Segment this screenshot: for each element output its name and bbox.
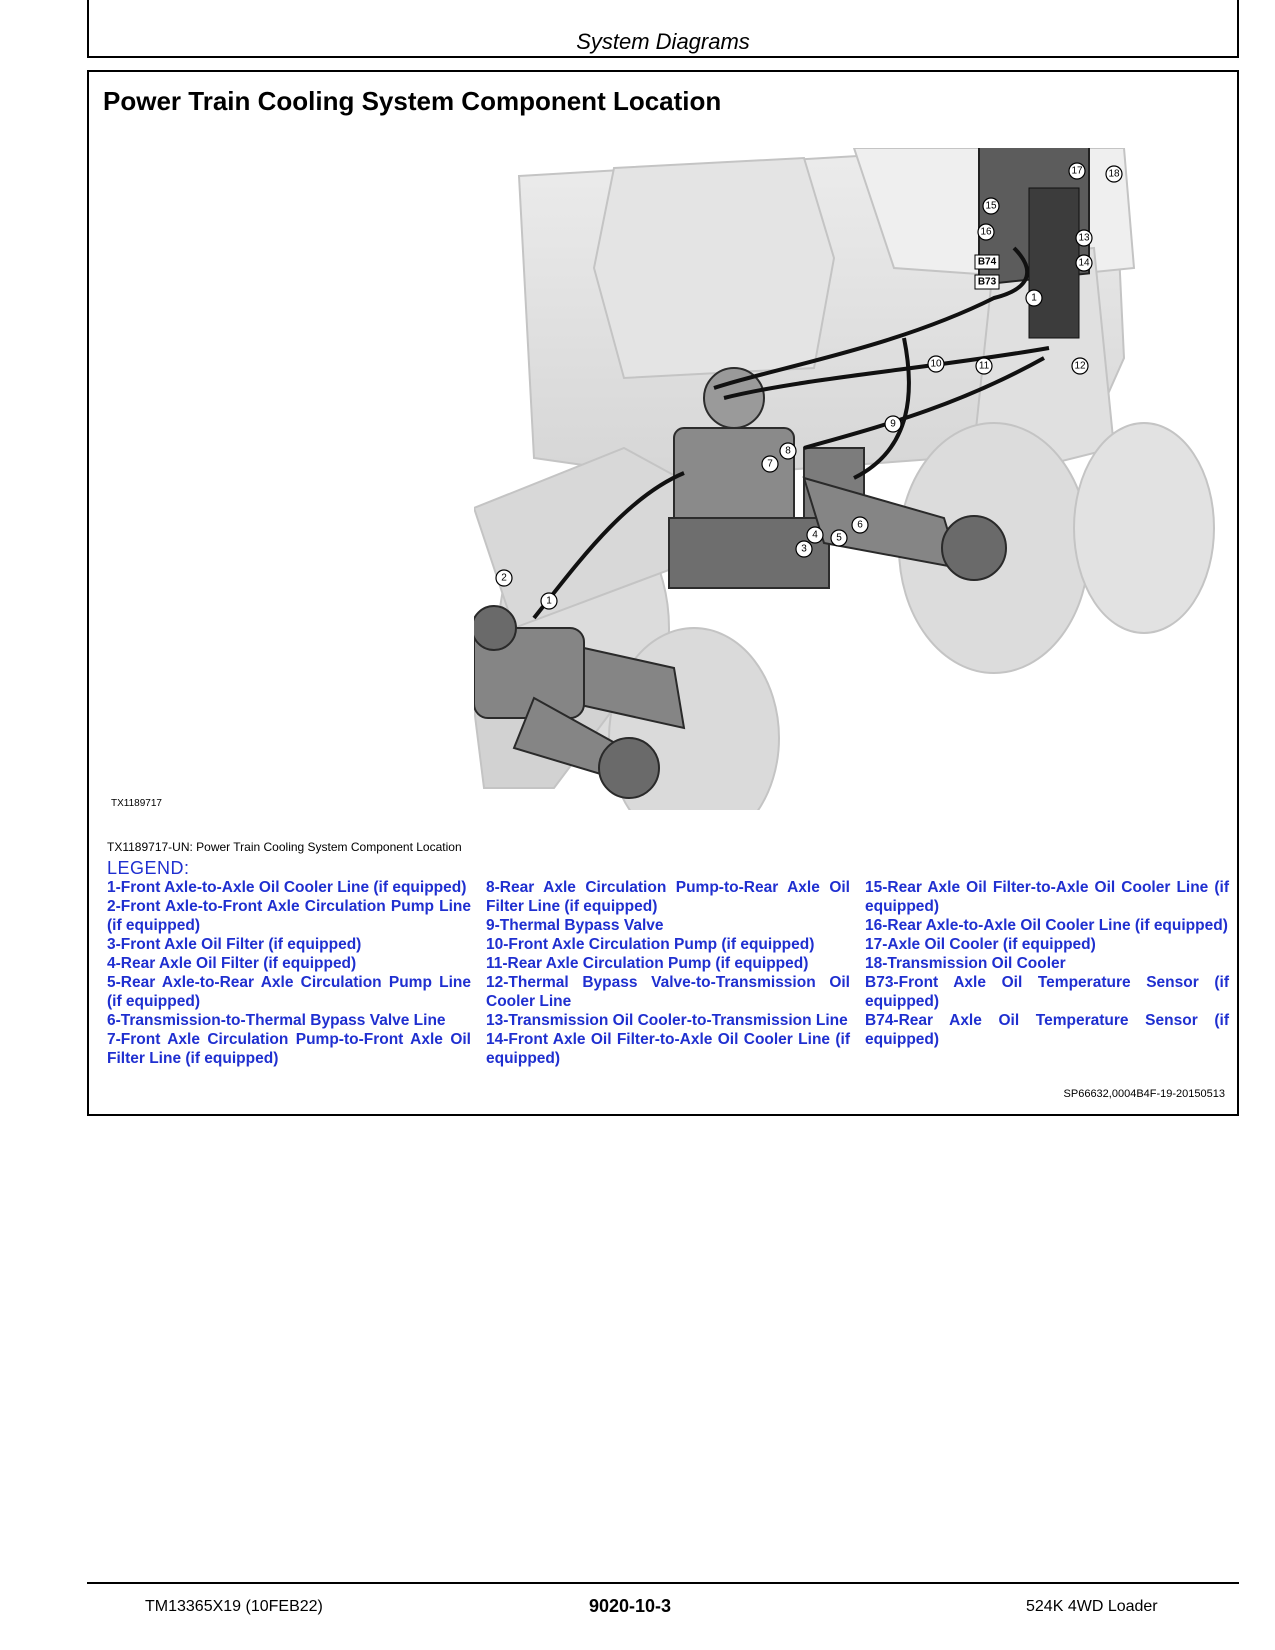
svg-text:10: 10 [930, 358, 942, 370]
svg-text:1: 1 [1031, 292, 1037, 304]
callout-1-upper [1026, 290, 1042, 306]
callout-16 [978, 224, 994, 240]
figure-caption: TX1189717-UN: Power Train Cooling System Component Location [107, 840, 462, 854]
callout-2 [496, 570, 512, 586]
legend-item-2: 2-Front Axle-to-Front Axle Circulation Pump Line (if equipped) [107, 898, 471, 934]
legend-item-14: 14-Front Axle Oil Filter-to-Axle Oil Cooler Line (if equipped) [486, 1031, 850, 1067]
footer-manual-id: TM13365X19 (10FEB22) [145, 1598, 323, 1615]
callout-9 [885, 416, 901, 432]
callout-18 [1106, 166, 1122, 182]
callout-12 [1072, 358, 1088, 374]
svg-text:15: 15 [985, 200, 997, 212]
svg-text:13: 13 [1078, 232, 1090, 244]
svg-text:4: 4 [812, 529, 818, 541]
callout-7 [762, 456, 778, 472]
legend-item-18: 18-Transmission Oil Cooler [865, 955, 1066, 972]
svg-text:16: 16 [980, 226, 992, 238]
legend-item-4: 4-Rear Axle Oil Filter (if equipped) [107, 955, 357, 972]
callout-8 [780, 443, 796, 459]
svg-text:3: 3 [801, 543, 807, 555]
footer-machine: 524K 4WD Loader [1026, 1598, 1158, 1615]
legend-item-9: 9-Thermal Bypass Valve [486, 917, 664, 934]
legend-item-3: 3-Front Axle Oil Filter (if equipped) [107, 936, 362, 953]
legend-item-11: 11-Rear Axle Circulation Pump (if equipped) [486, 955, 809, 972]
callout-15 [983, 198, 999, 214]
svg-text:2: 2 [501, 572, 507, 584]
legend-item-5: 5-Rear Axle-to-Rear Axle Circulation Pump Line (if equipped) [107, 974, 471, 1010]
legend-item-13: 13-Transmission Oil Cooler-to-Transmission Line [486, 1012, 848, 1029]
content-frame [87, 70, 1239, 1116]
sensor-tag-b73 [975, 275, 999, 289]
reference-code: SP66632,0004B4F-19-20150513 [1063, 1088, 1225, 1100]
component-location-illustration [474, 148, 1254, 810]
legend-column-1 [107, 878, 471, 1068]
svg-text:6: 6 [857, 519, 863, 531]
legend-item-10: 10-Front Axle Circulation Pump (if equipped) [486, 936, 815, 953]
sensor-tag-b74 [975, 255, 999, 269]
legend-item-b74: B74-Rear Axle Oil Temperature Sensor (if equipped) [865, 1012, 1229, 1048]
callout-10 [928, 356, 944, 372]
legend-item-17: 17-Axle Oil Cooler (if equipped) [865, 936, 1096, 953]
svg-text:12: 12 [1074, 360, 1086, 372]
legend-item-7: 7-Front Axle Circulation Pump-to-Front Axle Oil Filter Line (if equipped) [107, 1031, 471, 1067]
callout-3 [796, 541, 812, 557]
legend-item-15: 15-Rear Axle Oil Filter-to-Axle Oil Cooler Line (if equipped) [865, 879, 1229, 915]
header-frame [87, 0, 1239, 58]
legend-item-16: 16-Rear Axle-to-Axle Oil Cooler Line (if equipped) [865, 917, 1228, 934]
legend-item-1: 1-Front Axle-to-Axle Oil Cooler Line (if equipped) [107, 879, 467, 896]
svg-text:B73: B73 [977, 276, 997, 288]
page-title: Power Train Cooling System Component Location [103, 86, 722, 116]
legend-item-b73: B73-Front Axle Oil Temperature Sensor (if equipped) [865, 974, 1229, 1010]
svg-text:11: 11 [978, 360, 990, 372]
legend-item-8: 8-Rear Axle Circulation Pump-to-Rear Axle Oil Filter Line (if equipped) [486, 879, 850, 915]
svg-text:17: 17 [1071, 165, 1083, 177]
svg-text:9: 9 [890, 418, 896, 430]
svg-text:B74: B74 [977, 256, 997, 268]
svg-text:7: 7 [767, 458, 773, 470]
callout-14 [1076, 255, 1092, 271]
callout-4 [807, 527, 823, 543]
legend-item-12: 12-Thermal Bypass Valve-to-Transmission Oil Cooler Line [486, 974, 850, 1010]
section-title: System Diagrams [576, 29, 750, 54]
svg-text:1: 1 [546, 595, 552, 607]
callout-13 [1076, 230, 1092, 246]
callout-6 [852, 517, 868, 533]
legend-item-6: 6-Transmission-to-Thermal Bypass Valve Line [107, 1012, 446, 1029]
legend-column-2 [486, 878, 850, 1068]
figure-id: TX1189717 [111, 798, 162, 809]
svg-text:14: 14 [1078, 257, 1090, 269]
footer-divider [87, 1582, 1239, 1584]
footer-page-number: 9020-10-3 [589, 1596, 672, 1616]
callout-5 [831, 530, 847, 546]
callout-1 [541, 593, 557, 609]
callout-11 [976, 358, 992, 374]
callout-17 [1069, 163, 1085, 179]
svg-text:5: 5 [836, 532, 842, 544]
legend-column-3 [865, 878, 1229, 1049]
svg-text:18: 18 [1108, 168, 1120, 180]
svg-text:8: 8 [785, 445, 791, 457]
legend-title: LEGEND: [107, 858, 190, 878]
